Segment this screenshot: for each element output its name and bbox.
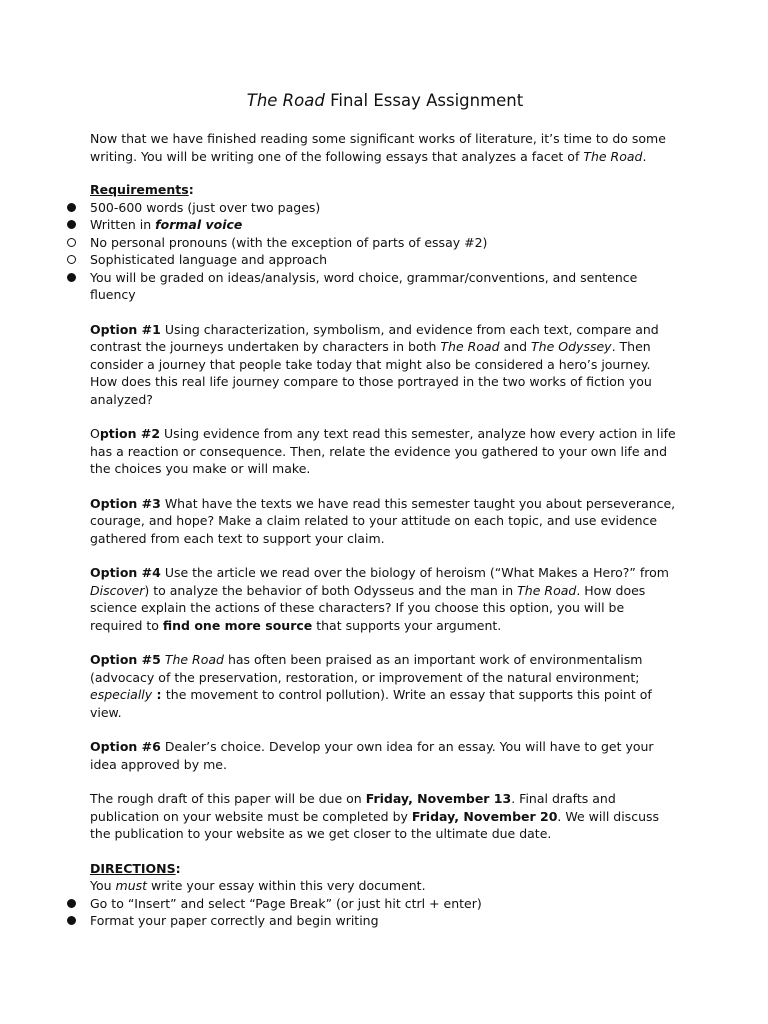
option-label: Option #6 (90, 739, 161, 754)
option-text: . How does science explain the actions of these characters? If you choose this option, you will be required to (90, 582, 646, 633)
option-text: ) to analyze the behavior of both Odysseus and the man in (144, 582, 518, 598)
intro-paragraph (90, 130, 680, 165)
directions-line (90, 877, 680, 895)
option-bold: find one more source (162, 617, 313, 633)
option-text: . Then consider a journey that people take today that might also be considered a hero’s journey. How does this real life journey compare to those portrayed in the two works of fiction you analyzed? (90, 339, 652, 407)
directions-colon: : (175, 860, 181, 876)
list-item (90, 234, 680, 252)
option-text: the movement to control pollution). Write an essay that supports this point of view. (90, 687, 652, 720)
filled-bullet-icon (67, 916, 76, 925)
document-page (90, 90, 680, 930)
option-text: What have the texts we have read this semester taught you about perseverance, courage, and hope? Make a claim related to your attitude on each topic, and use evidence gathered from each text to support your claim. (90, 495, 676, 546)
requirements-heading-text: Requirements (90, 182, 189, 197)
final-draft-date: Friday, November 20 (411, 808, 558, 824)
page-title (90, 90, 680, 112)
option-label: Option #4 (90, 565, 161, 580)
option-italic: The Odyssey (531, 339, 612, 354)
list-item (90, 199, 680, 217)
option-bold: : (152, 687, 166, 702)
option-label: Option #3 (90, 495, 161, 511)
list-item-text: Written in (90, 217, 156, 232)
title-italic: The Road (246, 91, 325, 110)
directions-heading-text: DIRECTIONS (90, 860, 176, 876)
hollow-bullet-icon (67, 255, 76, 264)
option-text: Use the article we read over the biology of heroism (“What Makes a Hero?” from (160, 565, 669, 580)
option-text: that supports your argument. (312, 617, 502, 633)
option-1-paragraph (90, 321, 680, 409)
rough-draft-date: Friday, November 13 (365, 791, 512, 806)
option-label: Option #1 (90, 321, 161, 337)
requirements-list (90, 199, 680, 304)
option-text: Using evidence from any text read this semester, analyze how every action in life has a reaction or consequence. Then, relate the evidence you gathered to your own life and the choices you make or will make. (90, 426, 676, 476)
hollow-bullet-icon (67, 238, 76, 247)
list-item-text: No personal pronouns (with the exception of parts of essay #2) (90, 234, 488, 250)
requirements-heading (90, 181, 680, 199)
option-text: and (499, 339, 532, 354)
list-item (90, 216, 680, 234)
option-4-paragraph (90, 564, 680, 634)
directions-text: write your essay within this very document. (147, 878, 426, 893)
option-italic: Discover (90, 582, 145, 598)
option-text: has often been praised as an important work of environmentalism (advocacy of the preservation, restoration, or improvement of the natural environment; (90, 652, 643, 685)
filled-bullet-icon (67, 899, 76, 908)
option-text: Dealer’s choice. Develop your own idea for an essay. You will have to get your idea approved by me. (90, 739, 654, 772)
intro-text: Now that we have finished reading some significant works of literature, it’s time to do some writing. You will be writing one of the following essays that analyzes a facet of (90, 131, 666, 164)
directions-list (90, 895, 680, 930)
option-2-paragraph (90, 425, 680, 478)
list-item-text: 500-600 words (just over two pages) (90, 199, 321, 215)
directions-text: You (90, 878, 116, 893)
option-italic: The Road (164, 652, 224, 667)
directions-italic: must (115, 878, 148, 893)
directions-heading (90, 860, 680, 878)
list-item (90, 895, 680, 913)
list-item-text: Format your paper correctly and begin writing (90, 913, 379, 928)
filled-bullet-icon (67, 220, 76, 229)
option-5-paragraph (90, 651, 680, 721)
option-3-paragraph (90, 495, 680, 548)
option-italic: The Road (517, 582, 577, 598)
intro-italic: The Road (583, 148, 643, 164)
list-item-text: You will be graded on ideas/analysis, word choice, grammar/conventions, and sentence fluency (90, 269, 638, 302)
option-label: Option #5 (90, 652, 161, 667)
title-rest: Final Essay Assignment (324, 91, 524, 110)
filled-bullet-icon (67, 273, 76, 282)
filled-bullet-icon (67, 203, 76, 212)
requirements-colon: : (188, 182, 194, 197)
list-item-text: Sophisticated language and approach (90, 252, 327, 267)
due-text: The rough draft of this paper will be due on (90, 791, 366, 806)
list-item (90, 269, 680, 304)
due-text: . Final drafts and publication on your website must be completed by (90, 791, 616, 824)
list-item (90, 251, 680, 269)
due-dates-paragraph (90, 790, 680, 843)
option-italic: especially (90, 687, 153, 702)
list-item-text: Go to “Insert” and select “Page Break” (or just hit ctrl + enter) (90, 895, 482, 911)
option-label: ption #2 (99, 426, 161, 441)
option-italic: The Road (440, 339, 500, 354)
option-text: Using characterization, symbolism, and evidence from each text, compare and contrast the journeys undertaken by characters in both (90, 321, 659, 354)
list-item-emphasis: formal voice (155, 217, 243, 232)
list-item (90, 912, 680, 930)
option-6-paragraph (90, 738, 680, 773)
option-label-first-letter: O (90, 426, 100, 441)
due-text: . We will discuss the publication to your website as we get closer to the ultimate due date. (90, 808, 660, 841)
intro-end: . (642, 148, 647, 164)
